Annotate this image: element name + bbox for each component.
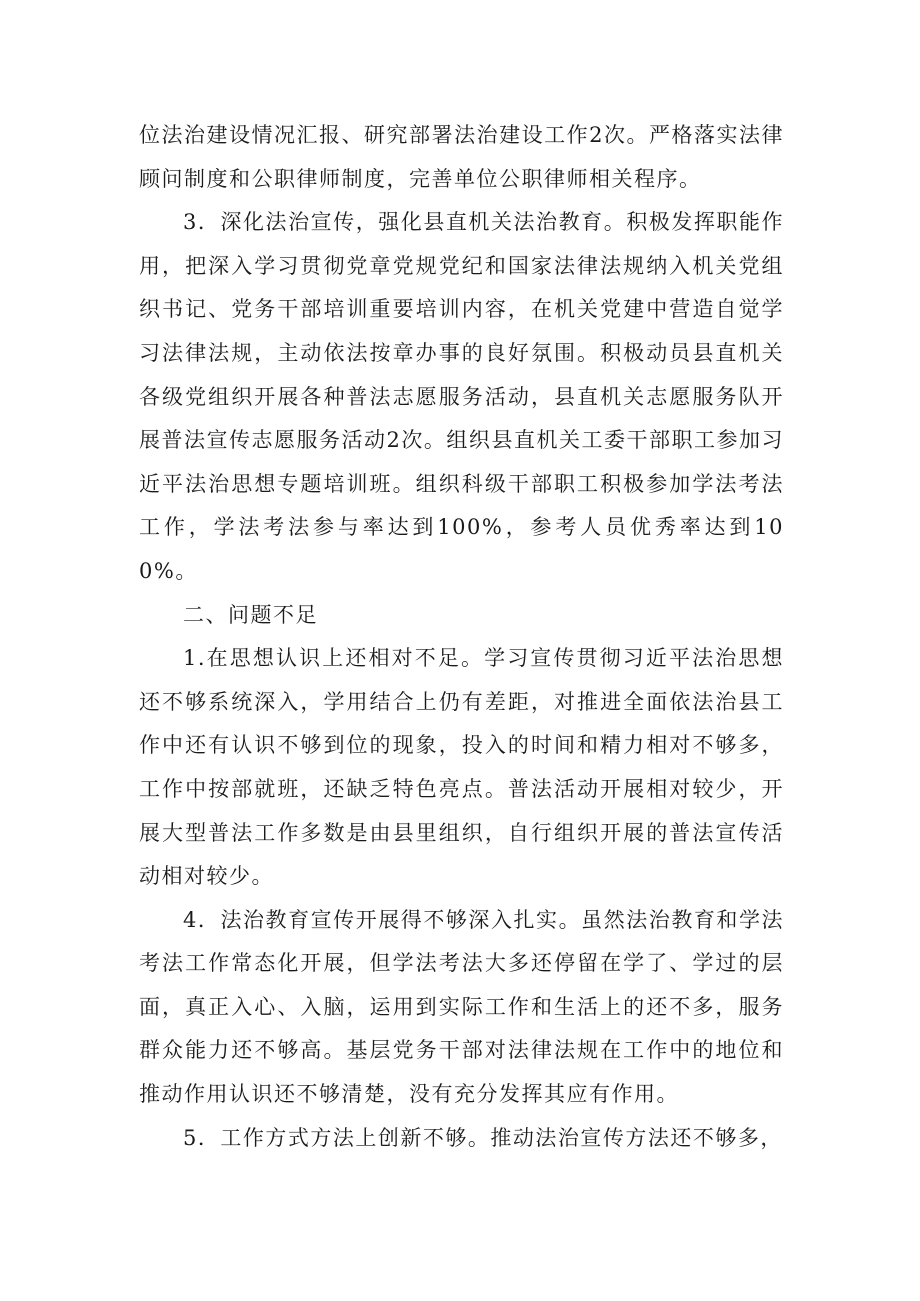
paragraph-item-4: 4．法治教育宣传开展得不够深入扎实。虽然法治教育和学法考法工作常态化开展，但学法考法大多还停留在学了、学过的层面，真正入心、入脑，运用到实际工作和生活上的还不多，服务群众能力还不够高。基层党务干部对法律法规在工作中的地位和推动作用认识还不够清楚，没有充分发挥其应有作用。 [139, 907, 784, 1107]
document-body [139, 114, 784, 1160]
section-heading-problems: 二、问题不足 [183, 602, 318, 627]
paragraph-continued: 位法治建设情况汇报、研究部署法治建设工作2次。严格落实法律顾问制度和公职律师制度，完善单位公职律师相关程序。 [139, 123, 784, 191]
paragraph-item-1: 1.在思想认识上还相对不足。学习宣传贯彻习近平法治思想还不够系统深入，学用结合上仍有差距，对推进全面依法治县工作中还有认识不够到位的现象，投入的时间和精力相对不够多，工作中按部就班，还缺乏特色亮点。普法活动开展相对较少，开展大型普法工作多数是由县里组织，自行组织开展的普法宣传活动相对较少。 [139, 646, 784, 889]
paragraph-item-3: 3．深化法治宣传，强化县直机关法治教育。积极发挥职能作用，把深入学习贯彻党章党规党纪和国家法律法规纳入机关党组织书记、党务干部培训重要培训内容，在机关党建中营造自觉学习法律法规，主动依法按章办事的良好氛围。积极动员县直机关各级党组织开展各种普法志愿服务活动，县直机关志愿服务队开展普法宣传志愿服务活动2次。组织县直机关工委干部职工参加习近平法治思想专题培训班。组织科级干部职工积极参加学法考法工作，学法考法参与率达到100%，参考人员优秀率达到100%。 [139, 210, 784, 583]
paragraph-item-5: 5．工作方式方法上创新不够。推动法治宣传方法还不够多， [183, 1125, 783, 1150]
